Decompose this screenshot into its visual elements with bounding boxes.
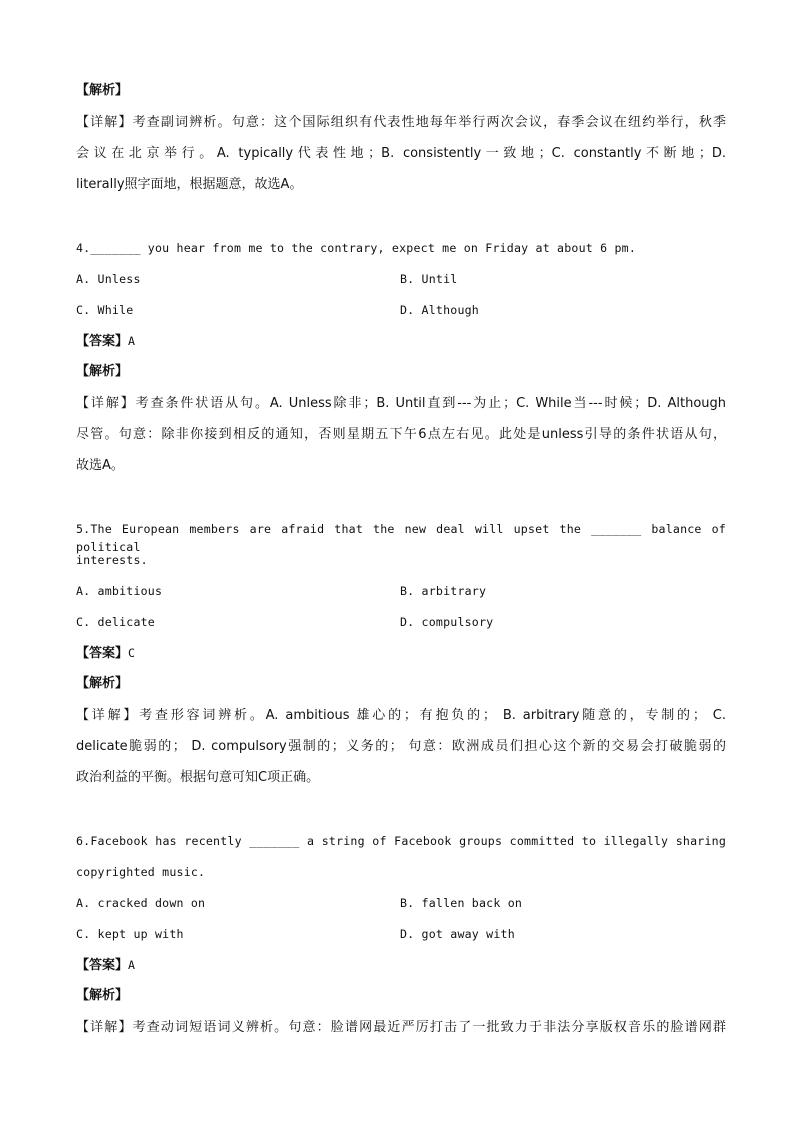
q4-detail-line-2: 尽管。句意：除非你接到相反的通知，否则星期五下午6点左右见。此处是unless引导的条件状语从句， bbox=[76, 427, 726, 442]
q4-detail-line-1: 【详解】考查条件状语从句。A. Unless除非；B. Until直到---为止；C. While当---时候；D. Although bbox=[76, 396, 726, 411]
q6-option-a: A. cracked down on bbox=[76, 896, 206, 910]
q5-detail-line-3: 政治利益的平衡。根据句意可知C项正确。 bbox=[76, 770, 320, 785]
q5-analysis-heading: 【解析】 bbox=[76, 676, 129, 691]
q4-detail-line-3: 故选A。 bbox=[76, 458, 124, 473]
q6-option-b: B. fallen back on bbox=[400, 896, 523, 910]
q5-option-c: C. delicate bbox=[76, 615, 155, 629]
q6-stem-line-2: copyrighted music. bbox=[76, 865, 206, 879]
q5-answer-value: C bbox=[128, 646, 136, 660]
q5-detail-line-2: delicate脆弱的； D. compulsory强制的；义务的； 句意：欧洲成员们担心这个新的交易会打破脆弱的 bbox=[76, 739, 726, 754]
q4-answer-value: A bbox=[128, 334, 136, 348]
q3-detail-line-1: 【详解】考查副词辨析。句意：这个国际组织有代表性地每年举行两次会议，春季会议在纽约举行，秋季 bbox=[76, 115, 726, 130]
q5-answer bbox=[76, 644, 135, 663]
q5-stem-line-1: 5.The European members are afraid that the new deal will upset the _______ balance of political bbox=[76, 522, 726, 554]
q6-detail-line-1: 【详解】考查动词短语词义辨析。句意：脸谱网最近严厉打击了一批致力于非法分享版权音乐的脸谱网群 bbox=[76, 1020, 726, 1035]
q4-option-a: A. Unless bbox=[76, 272, 141, 286]
q3-detail-line-2: 会议在北京举行。A. typically代表性地；B. consistently一致地；C. constantly不断地；D. bbox=[76, 146, 726, 161]
q5-option-a: A. ambitious bbox=[76, 584, 163, 598]
q3-analysis-heading: 【解析】 bbox=[76, 83, 129, 98]
q4-answer bbox=[76, 332, 135, 351]
q4-stem: 4._______ you hear from me to the contrary, expect me on Friday at about 6 pm. bbox=[76, 241, 637, 255]
q4-answer-label: 【答案】 bbox=[76, 334, 129, 349]
q4-analysis-heading: 【解析】 bbox=[76, 364, 129, 379]
q6-answer-value: A bbox=[128, 958, 136, 972]
q5-stem-line-2: interests. bbox=[76, 553, 148, 567]
q5-answer-label: 【答案】 bbox=[76, 646, 129, 661]
q5-option-d: D. compulsory bbox=[400, 615, 494, 629]
q5-detail-line-1: 【详解】考查形容词辨析。A. ambitious 雄心的；有抱负的； B. arbitrary随意的，专制的； C. bbox=[76, 708, 726, 723]
q6-analysis-heading: 【解析】 bbox=[76, 988, 129, 1003]
q4-option-d: D. Although bbox=[400, 303, 479, 317]
q5-option-b: B. arbitrary bbox=[400, 584, 487, 598]
q6-option-d: D. got away with bbox=[400, 927, 515, 941]
q4-option-c: C. While bbox=[76, 303, 134, 317]
q6-option-c: C. kept up with bbox=[76, 927, 184, 941]
q6-stem-line-1: 6.Facebook has recently _______ a string of Facebook groups committed to illegally sharing bbox=[76, 834, 726, 848]
q6-answer-label: 【答案】 bbox=[76, 958, 129, 973]
q6-answer bbox=[76, 956, 135, 975]
q3-detail-line-3: literally照字面地，根据题意，故选A。 bbox=[76, 177, 303, 192]
q4-option-b: B. Until bbox=[400, 272, 458, 286]
